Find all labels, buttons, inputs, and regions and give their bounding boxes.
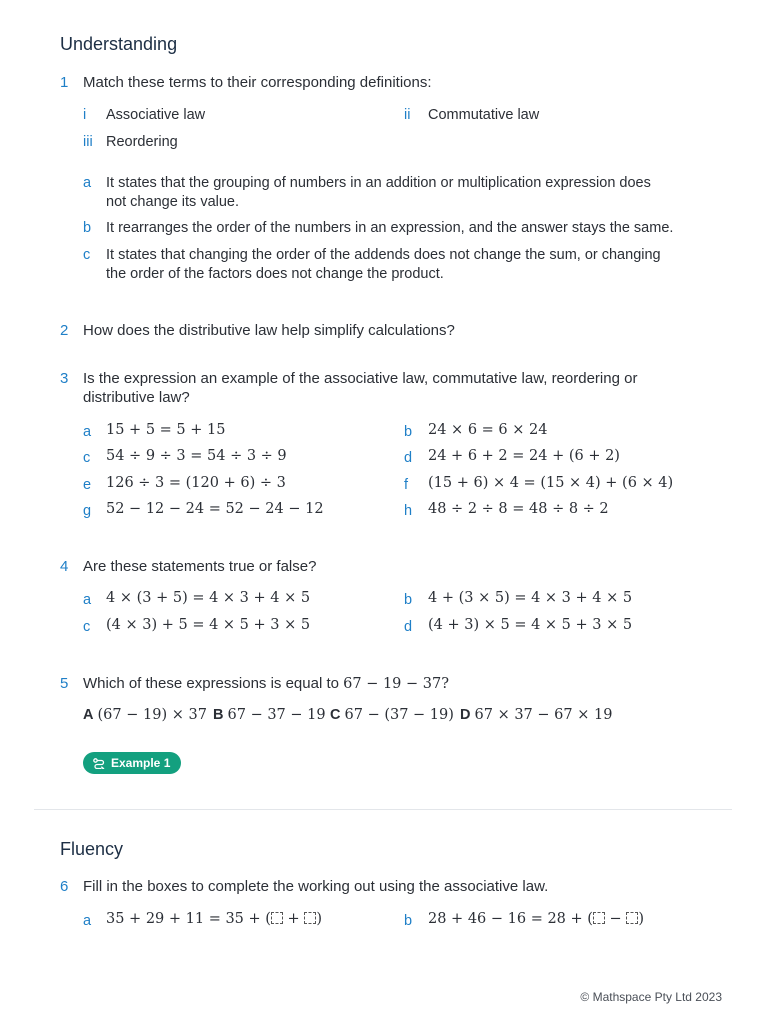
choice-expression: 67 × 37 − 67 × 19 bbox=[474, 707, 613, 723]
item-label: d bbox=[404, 450, 413, 466]
math-expression: 4 × (3 + 5) = 4 × 3 + 4 × 5 bbox=[106, 590, 311, 606]
choice-d bbox=[460, 706, 612, 725]
math-expression: 24 + 6 + 2 = 24 + (6 + 2) bbox=[428, 448, 620, 464]
definition-label: a bbox=[83, 175, 92, 191]
expression-start: 28 + 46 − 16 = 28 + ( bbox=[428, 911, 593, 927]
expression-start: 35 + 29 + 11 = 35 + ( bbox=[106, 911, 271, 927]
choice-label: C bbox=[330, 707, 341, 723]
choice-label: D bbox=[460, 707, 471, 723]
section-title-fluency: Fluency bbox=[60, 839, 124, 859]
item-label: a bbox=[83, 424, 92, 440]
math-expression: 4 + (3 × 5) = 4 × 3 + 4 × 5 bbox=[428, 590, 633, 606]
math-expression: 48 ÷ 2 ÷ 8 = 48 ÷ 8 ÷ 2 bbox=[428, 501, 609, 517]
question-number: 2 bbox=[60, 322, 69, 339]
item-label: g bbox=[83, 503, 92, 519]
item-label: b bbox=[404, 592, 413, 608]
answer-box[interactable] bbox=[593, 912, 605, 924]
question-number: 6 bbox=[60, 878, 69, 895]
math-expression: 54 ÷ 9 ÷ 3 = 54 ÷ 3 ÷ 9 bbox=[106, 448, 287, 464]
choice-b bbox=[213, 706, 326, 725]
question-text-line1: Is the expression an example of the associative law, commutative law, reordering or bbox=[83, 370, 638, 387]
term-label: iii bbox=[83, 134, 93, 150]
question-target-expression: 67 − 19 − 37? bbox=[343, 676, 450, 692]
section-divider bbox=[34, 809, 732, 810]
term-label: ii bbox=[404, 107, 411, 123]
math-expression: (4 + 3) × 5 = 4 × 5 + 3 × 5 bbox=[428, 617, 633, 633]
item-label: a bbox=[83, 592, 92, 608]
choice-a bbox=[83, 706, 207, 725]
item-label: c bbox=[83, 619, 91, 635]
definition-text-line1: It rearranges the order of the numbers in an expression, and the answer stays the same. bbox=[106, 220, 674, 236]
choice-expression: 67 − (37 − 19) bbox=[344, 707, 454, 723]
math-expression: 24 × 6 = 6 × 24 bbox=[428, 422, 548, 438]
item-label: c bbox=[83, 450, 91, 466]
definition-text-line1: It states that changing the order of the addends does not change the sum, or changing bbox=[106, 247, 661, 263]
term-text: Associative law bbox=[106, 107, 206, 123]
math-expression bbox=[428, 911, 644, 927]
definition-label: c bbox=[83, 247, 91, 263]
item-label: b bbox=[404, 913, 413, 929]
answer-box[interactable] bbox=[271, 912, 283, 924]
math-expression: 52 − 12 − 24 = 52 − 24 − 12 bbox=[106, 501, 324, 517]
answer-box[interactable] bbox=[304, 912, 316, 924]
term-text: Commutative law bbox=[428, 107, 540, 123]
term-text: Reordering bbox=[106, 134, 178, 150]
math-expression: 15 + 5 = 5 + 15 bbox=[106, 422, 226, 438]
definition-text-line1: It states that the grouping of numbers in an addition or multiplication expression does bbox=[106, 175, 651, 191]
expression-end: ) bbox=[316, 911, 322, 927]
question-text-line2: distributive law? bbox=[83, 389, 190, 406]
item-label: d bbox=[404, 619, 413, 635]
question-number: 4 bbox=[60, 558, 69, 575]
choice-expression: 67 − 37 − 19 bbox=[227, 707, 326, 723]
math-expression bbox=[106, 911, 322, 927]
example-badge-label: Example 1 bbox=[111, 756, 171, 770]
definition-text-line2: the order of the factors does not change the product. bbox=[106, 266, 444, 282]
definition-text-line2: not change its value. bbox=[106, 194, 240, 210]
example-1-button[interactable] bbox=[83, 752, 181, 774]
question-text bbox=[83, 674, 449, 694]
question-text: Fill in the boxes to complete the working out using the associative law. bbox=[83, 878, 549, 895]
answer-box[interactable] bbox=[626, 912, 638, 924]
question-number: 5 bbox=[60, 675, 69, 692]
item-label: e bbox=[83, 477, 92, 493]
definition-label: b bbox=[83, 220, 92, 236]
section-title-understanding: Understanding bbox=[60, 34, 178, 54]
question-number: 3 bbox=[60, 370, 69, 387]
question-text: Match these terms to their corresponding definitions: bbox=[83, 74, 432, 91]
math-expression: (15 + 6) × 4 = (15 × 4) + (6 × 4) bbox=[428, 475, 674, 491]
operator: + bbox=[287, 911, 300, 927]
question-text: Are these statements true or false? bbox=[83, 558, 317, 575]
choice-label: B bbox=[213, 707, 224, 723]
choice-label: A bbox=[83, 707, 94, 723]
item-label: b bbox=[404, 424, 413, 440]
term-label: i bbox=[83, 107, 87, 123]
item-label: a bbox=[83, 913, 92, 929]
math-expression: (4 × 3) + 5 = 4 × 5 + 3 × 5 bbox=[106, 617, 311, 633]
choice-c bbox=[330, 706, 454, 725]
question-number: 1 bbox=[60, 74, 69, 91]
link-icon bbox=[93, 758, 106, 769]
copyright-footer: © Mathspace Pty Ltd 2023 bbox=[580, 990, 722, 1004]
item-label: f bbox=[404, 477, 409, 493]
math-expression: 126 ÷ 3 = (120 + 6) ÷ 3 bbox=[106, 475, 286, 491]
choice-expression: (67 − 19) × 37 bbox=[97, 707, 207, 723]
item-label: h bbox=[404, 503, 413, 519]
question-text: How does the distributive law help simplify calculations? bbox=[83, 322, 455, 339]
operator: − bbox=[609, 911, 622, 927]
question-text-prefix: Which of these expressions is equal to bbox=[83, 675, 339, 692]
expression-end: ) bbox=[638, 911, 644, 927]
